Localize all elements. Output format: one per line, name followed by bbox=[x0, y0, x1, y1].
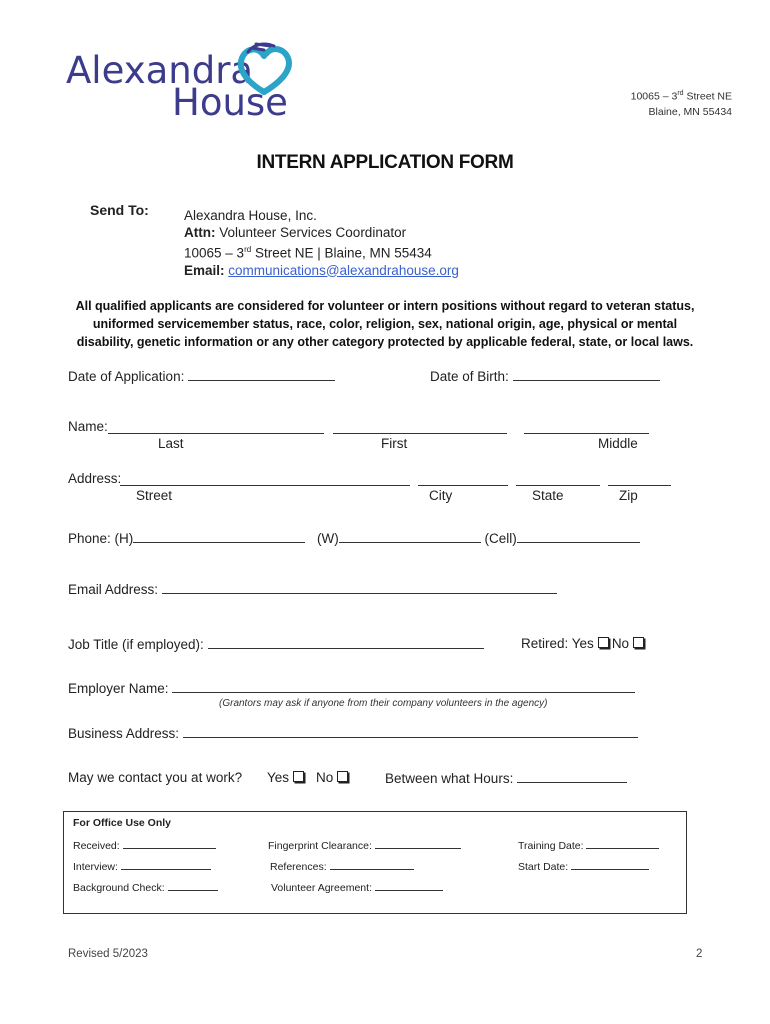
job-title-label: Job Title (if employed): bbox=[68, 637, 204, 652]
notice-line-2: uniformed servicemember status, race, color, religion, sex, national origin, age, physical or mental bbox=[92, 317, 678, 331]
volunteer-agreement-label: Volunteer Agreement: bbox=[271, 882, 372, 894]
training-date-field bbox=[518, 839, 659, 852]
volunteer-agreement-field bbox=[271, 881, 443, 894]
street-sup: rd bbox=[244, 245, 252, 254]
background-check-input[interactable] bbox=[168, 881, 218, 891]
phone-cell-label: (Cell) bbox=[484, 531, 517, 546]
fingerprint-label: Fingerprint Clearance: bbox=[268, 840, 372, 852]
email-link[interactable]: communications@alexandrahouse.org bbox=[228, 262, 459, 278]
email-label: Email: bbox=[184, 262, 225, 278]
send-to-label: Send To: bbox=[90, 202, 149, 218]
attn-label: Attn: bbox=[184, 225, 216, 240]
page-title: INTERN APPLICATION FORM bbox=[256, 152, 514, 173]
contact-yes-label: Yes bbox=[267, 770, 290, 785]
references-input[interactable] bbox=[330, 860, 414, 870]
training-date-input[interactable] bbox=[586, 839, 659, 849]
name-first-caption: First bbox=[381, 436, 408, 451]
contact-no-checkbox[interactable] bbox=[337, 771, 348, 782]
name-first-input[interactable] bbox=[333, 421, 507, 434]
references-label: References: bbox=[270, 861, 327, 873]
date-of-application-input[interactable] bbox=[188, 368, 335, 381]
contact-at-work-label: May we contact you at work? bbox=[68, 770, 243, 785]
employer-name-field bbox=[68, 680, 635, 696]
date-of-application-label: Date of Application: bbox=[68, 369, 185, 384]
phone-work-label: (W) bbox=[317, 531, 339, 546]
logo-word-house: House bbox=[172, 81, 288, 124]
business-address-input[interactable] bbox=[183, 725, 638, 738]
name-last-caption: Last bbox=[158, 436, 184, 451]
background-check-label: Background Check: bbox=[73, 882, 165, 894]
email-address-input[interactable] bbox=[162, 581, 557, 594]
retired-field bbox=[521, 636, 647, 651]
employer-name-input[interactable] bbox=[172, 680, 635, 693]
business-address-label: Business Address: bbox=[68, 726, 180, 741]
phone-field bbox=[68, 530, 640, 546]
revised-date: Revised 5/2023 bbox=[68, 948, 148, 960]
received-label: Received: bbox=[73, 840, 120, 852]
name-last-input[interactable] bbox=[108, 421, 324, 434]
employer-note: (Grantors may ask if anyone from their company volunteers in the agency) bbox=[219, 698, 548, 709]
contact-no-label: No bbox=[316, 770, 334, 785]
received-input[interactable] bbox=[123, 839, 216, 849]
received-field bbox=[73, 839, 216, 852]
date-of-birth-label: Date of Birth: bbox=[430, 369, 509, 384]
phone-work-input[interactable] bbox=[339, 530, 481, 543]
phone-cell-input[interactable] bbox=[517, 530, 640, 543]
job-title-field bbox=[68, 636, 484, 652]
address-label: Address: bbox=[68, 471, 122, 486]
business-address-field bbox=[68, 725, 638, 741]
between-hours-input[interactable] bbox=[517, 770, 627, 783]
job-title-input[interactable] bbox=[208, 636, 484, 649]
send-to-block bbox=[184, 207, 459, 279]
address-line2: Blaine, MN 55434 bbox=[648, 105, 732, 118]
address-street-caption: Street bbox=[136, 488, 173, 503]
attn-value: Volunteer Services Coordinator bbox=[215, 225, 407, 240]
send-to-org: Alexandra House, Inc. bbox=[184, 208, 317, 223]
contact-yes-checkbox[interactable] bbox=[293, 771, 304, 782]
email-address-label: Email Address: bbox=[68, 582, 159, 597]
address-line1: 10065 – 3 bbox=[630, 90, 678, 103]
between-hours-label: Between what Hours: bbox=[385, 771, 514, 786]
address-line1-post: Street NE bbox=[683, 90, 732, 103]
email-address-field bbox=[68, 581, 557, 597]
equal-opportunity-notice bbox=[0, 297, 770, 351]
date-of-birth-input[interactable] bbox=[513, 368, 660, 381]
page-number: 2 bbox=[696, 948, 703, 960]
retired-no-label: No bbox=[611, 636, 630, 651]
between-hours-field bbox=[385, 770, 627, 786]
employer-name-label: Employer Name: bbox=[68, 681, 169, 696]
fingerprint-field bbox=[268, 839, 461, 852]
name-middle-input[interactable] bbox=[524, 421, 649, 434]
street-pre: 10065 – 3 bbox=[184, 245, 245, 261]
contact-no-option bbox=[316, 770, 351, 785]
start-date-input[interactable] bbox=[571, 860, 649, 870]
interview-label: Interview: bbox=[73, 861, 118, 873]
start-date-label: Start Date: bbox=[518, 861, 569, 873]
references-field bbox=[270, 860, 414, 873]
heart-hands-icon bbox=[234, 40, 296, 96]
training-date-label: Training Date: bbox=[518, 840, 584, 852]
phone-home-label: Phone: (H) bbox=[68, 531, 134, 546]
name-label: Name: bbox=[68, 419, 108, 434]
address-state-input[interactable] bbox=[516, 473, 600, 486]
interview-input[interactable] bbox=[121, 860, 211, 870]
header-address bbox=[631, 86, 732, 120]
address-zip-input[interactable] bbox=[608, 473, 671, 486]
name-middle-caption: Middle bbox=[598, 436, 638, 451]
background-check-field bbox=[73, 881, 218, 894]
interview-field bbox=[73, 860, 211, 873]
office-use-heading: For Office Use Only bbox=[73, 817, 172, 829]
date-of-application-field bbox=[68, 368, 335, 384]
address-zip-caption: Zip bbox=[619, 488, 638, 503]
contact-yes-option bbox=[267, 770, 307, 785]
phone-home-input[interactable] bbox=[133, 530, 305, 543]
date-of-birth-field bbox=[430, 368, 660, 384]
retired-no-checkbox[interactable] bbox=[633, 637, 644, 648]
fingerprint-input[interactable] bbox=[375, 839, 461, 849]
address-city-caption: City bbox=[429, 488, 453, 503]
retired-yes-checkbox[interactable] bbox=[598, 637, 609, 648]
retired-yes-label: Retired: Yes bbox=[521, 636, 594, 651]
notice-line-1: All qualified applicants are considered for volunteer or intern positions without regard to veteran status, bbox=[75, 299, 695, 313]
volunteer-agreement-input[interactable] bbox=[375, 881, 443, 891]
notice-line-3: disability, genetic information or any other category protected by applicable federal, state, or local laws. bbox=[76, 335, 694, 349]
address-city-input[interactable] bbox=[418, 473, 508, 486]
street-post: Street NE | Blaine, MN 55434 bbox=[251, 245, 432, 261]
logo-word-alexandra: Alexandra bbox=[66, 49, 254, 92]
address-street-input[interactable] bbox=[120, 473, 410, 486]
address-state-caption: State bbox=[532, 488, 564, 503]
start-date-field bbox=[518, 860, 649, 873]
address-sup: rd bbox=[677, 90, 684, 97]
